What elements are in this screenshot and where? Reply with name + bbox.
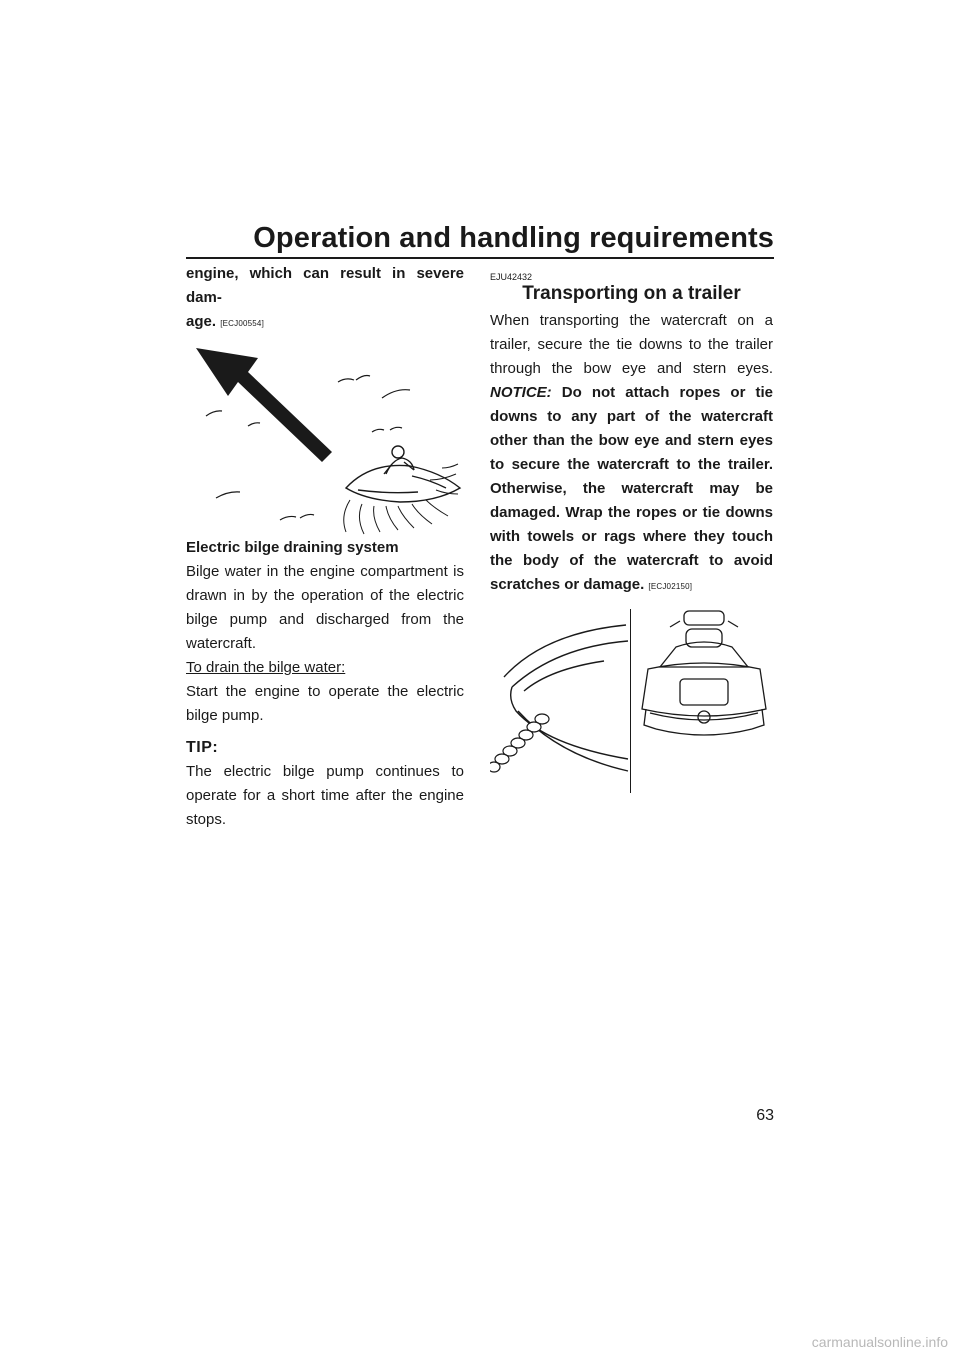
right-column — [490, 262, 773, 793]
page-title: Operation and handling requirements — [253, 222, 774, 254]
header-rule — [186, 257, 774, 259]
warning-tail-line2 — [186, 310, 464, 336]
section-title: Transporting on a trailer — [522, 283, 741, 304]
drain-label: To drain the bilge water: — [186, 659, 346, 676]
trailer-intro: When transporting the watercraft on a trailer, secure the tie downs to the trailer through the bow eye and stern eyes. — [490, 312, 773, 377]
stern-eyes-illustration-icon — [636, 607, 772, 757]
notice-code: [ECJ02150] — [648, 582, 693, 591]
bilge-body: Bilge water in the engine compartment is drawn in by the operation of the electric bilge pump and discharged from the watercraft. — [186, 563, 464, 652]
figure-divider — [630, 609, 631, 793]
jetski-turning-illustration-icon — [186, 340, 464, 536]
tip-body: The electric bilge pump continues to operate for a short time after the engine stops. — [186, 763, 464, 828]
left-column — [186, 262, 464, 832]
page-number: 63 — [756, 1107, 774, 1124]
tip-heading: TIP: — [186, 739, 219, 756]
notice-body: Do not attach ropes or tie downs to any part of the watercraft other than the bow eye and stern eyes to secure the watercraft to the trailer. Otherwise, the watercraft may be damaged. Wrap the ropes or tie downs with towels or rags where they touch the body of the watercraft to avoid scratches or damage. — [490, 384, 774, 593]
bow-eye-rope-illustration-icon — [490, 607, 630, 793]
trailer-figures — [490, 607, 773, 793]
section-ref-code: EJU42432 — [490, 272, 533, 282]
drain-body: Start the engine to operate the electric bilge pump. — [186, 683, 464, 724]
warning-tail-word: age. — [186, 313, 217, 330]
warning-tail-line1: engine, which can result in severe dam- — [186, 265, 464, 306]
warning-code: [ECJ00554] — [220, 319, 264, 328]
notice-label: NOTICE: — [490, 384, 552, 401]
bilge-heading: Electric bilge draining system — [186, 539, 399, 556]
trailer-body — [490, 309, 773, 599]
watermark: carmanualsonline.info — [811, 1334, 948, 1350]
